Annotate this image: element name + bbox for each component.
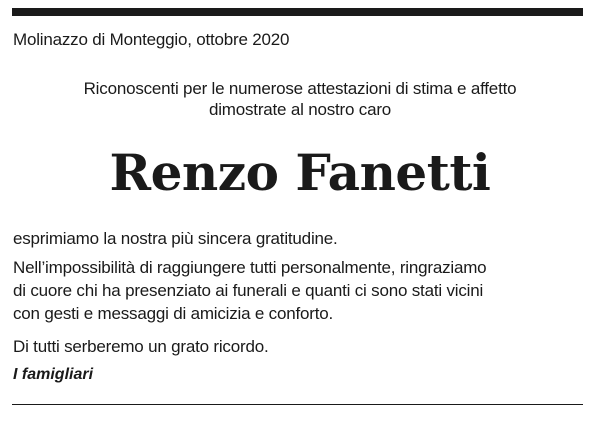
deceased-name: Renzo Fanetti [109,143,491,202]
thanks-line-2: di cuore chi ha presenziato ai funerali e quanti ci sono stati vicini [13,281,484,300]
intro-text [20,78,580,120]
memory-paragraph: Di tutti serberemo un grato ricordo. [13,337,269,356]
intro-line-2: dimostrate al nostro caro [208,100,392,119]
signature: I famigliari [13,366,94,383]
top-rule [12,8,583,16]
thanks-line-1: Nell’impossibilità di raggiungere tutti personalmente, ringraziamo [13,258,487,277]
gratitude-paragraph: esprimiamo la nostra più sincera gratitudine. [13,229,338,248]
intro-line-1: Riconoscenti per le numerose attestazioni di stima e affetto [83,79,517,98]
place-date: Molinazzo di Monteggio, ottobre 2020 [13,30,290,49]
thanks-line-3: con gesti e messaggi di amicizia e conforto. [13,304,334,323]
thanks-paragraph [13,256,588,325]
bottom-rule [12,404,583,405]
